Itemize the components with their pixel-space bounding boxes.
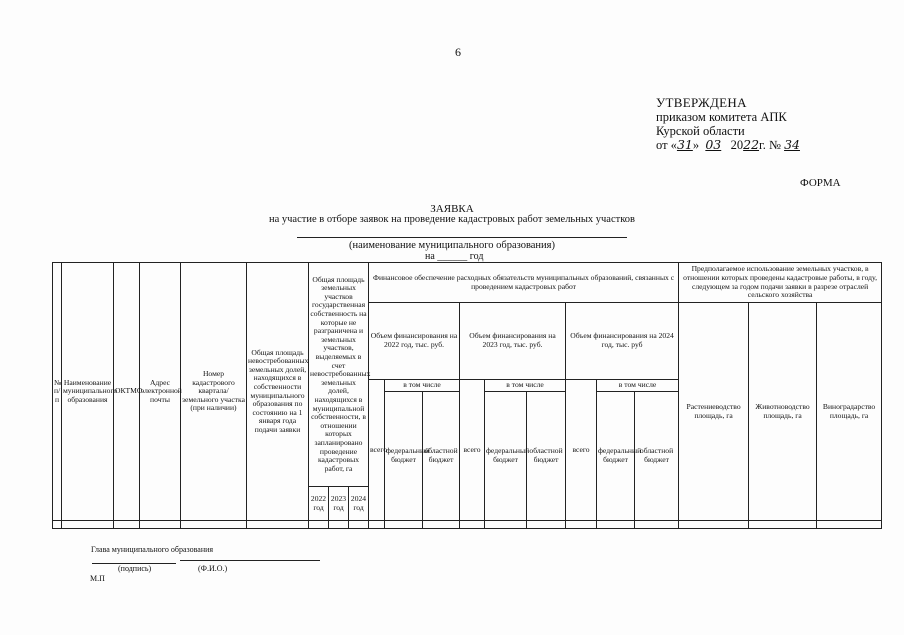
header-usage-crop: Растениеводство площадь, га bbox=[679, 303, 749, 521]
header-state-area: Общая площадь земельных участков государственная собственность на которые не разграничена и земельных участков, выделяемых в счет невостребованных земельных долей, находящихся в муниципальной собственности, в отношении которых запланировано проведение кадастровых работ, га bbox=[309, 263, 369, 487]
cell-usage-livestock[interactable] bbox=[749, 521, 817, 529]
date-prefix: от « bbox=[656, 138, 677, 152]
header-year-2024: 2024 год bbox=[349, 487, 369, 521]
municipality-placeholder: (наименование муниципального образования) bbox=[348, 240, 556, 251]
order-number: 34 bbox=[784, 137, 800, 152]
header-fin-2022: Объем финансирования на 2022 год, тыс. руб. bbox=[369, 303, 460, 380]
cell-federal-2023[interactable] bbox=[485, 521, 527, 529]
header-fin-2023: Объем финансирования на 2023 год, тыс. руб. bbox=[460, 303, 566, 380]
cell-total-2023[interactable] bbox=[460, 521, 485, 529]
application-table bbox=[52, 262, 882, 529]
document-title: ЗАЯВКА bbox=[430, 203, 474, 215]
cell-oktmo[interactable] bbox=[114, 521, 140, 529]
year-line: на ______ год bbox=[425, 251, 484, 262]
header-federal-2023: федеральный бюджет bbox=[485, 392, 527, 521]
cell-area-2022[interactable] bbox=[309, 521, 329, 529]
signature-caption: (подпись) bbox=[118, 564, 152, 573]
cell-federal-2024[interactable] bbox=[597, 521, 635, 529]
head-signature-line bbox=[180, 560, 320, 561]
header-regional-2023: областной бюджет bbox=[527, 392, 566, 521]
header-email: Адрес электронной почты bbox=[140, 263, 181, 521]
cell-regional-2022[interactable] bbox=[423, 521, 460, 529]
cell-regional-2024[interactable] bbox=[635, 521, 679, 529]
cell-area-2023[interactable] bbox=[329, 521, 349, 529]
header-including-2023: в том числе bbox=[485, 380, 566, 392]
approval-date-line bbox=[656, 138, 800, 152]
header-total-area: Общая площадь невостребованных земельных долей, находящихся в собственности муниципального образования по состоянию на 1 января года подачи заявки bbox=[247, 263, 309, 521]
header-total-2024: всего bbox=[566, 380, 597, 521]
cell-usage-crop[interactable] bbox=[679, 521, 749, 529]
header-cadastral: Номер кадастрового квартала/земельного участка (при наличии) bbox=[181, 263, 247, 521]
page-number: 6 bbox=[455, 45, 461, 59]
cell-num[interactable] bbox=[53, 521, 62, 529]
header-federal-2022: федеральный бюджет bbox=[385, 392, 423, 521]
header-regional-2024: областной бюджет bbox=[635, 392, 679, 521]
head-of-municipality-label: Глава муниципального образования bbox=[91, 545, 214, 554]
cell-federal-2022[interactable] bbox=[385, 521, 423, 529]
fio-caption: (Ф.И.О.) bbox=[198, 564, 228, 573]
stamp-place: М.П bbox=[90, 574, 105, 583]
cell-total-2024[interactable] bbox=[566, 521, 597, 529]
date-suffix: г. № bbox=[759, 138, 781, 152]
header-num: № п/п bbox=[53, 263, 62, 521]
header-usage-livestock: Животноводство площадь, га bbox=[749, 303, 817, 521]
cell-total-2022[interactable] bbox=[369, 521, 385, 529]
approval-title: УТВЕРЖДЕНА bbox=[656, 95, 747, 110]
header-municipality: Наименование муниципального образования bbox=[62, 263, 114, 521]
header-including-2024: в том числе bbox=[597, 380, 679, 392]
cell-cadastral[interactable] bbox=[181, 521, 247, 529]
header-oktmo: ОКТМО bbox=[114, 263, 140, 521]
header-usage: Предполагаемое использование земельных участков, в отношении которых проведены кадастровые работы, в году, следующем за годом подачи заявки в разрезе отраслей сельского хозяйства bbox=[679, 263, 882, 303]
header-usage-vine: Виноградарство площадь, га bbox=[817, 303, 882, 521]
form-label: ФОРМА bbox=[800, 177, 841, 189]
approval-block bbox=[656, 96, 800, 152]
header-total-2023: всего bbox=[460, 380, 485, 521]
date-year-prefix: 20 bbox=[730, 138, 744, 152]
header-fin-2024: Объем финансирования на 2024 год, тыс. руб bbox=[566, 303, 679, 380]
header-year-2022: 2022 год bbox=[309, 487, 329, 521]
date-year: 22 bbox=[743, 137, 760, 152]
approval-line-1: приказом комитета АПК bbox=[656, 110, 787, 124]
header-federal-2024: федеральный бюджет bbox=[597, 392, 635, 521]
municipality-fill-line bbox=[297, 237, 627, 238]
cell-total-area[interactable] bbox=[247, 521, 309, 529]
cell-usage-vine[interactable] bbox=[817, 521, 882, 529]
table-row bbox=[53, 521, 882, 529]
cell-municipality[interactable] bbox=[62, 521, 114, 529]
cell-regional-2023[interactable] bbox=[527, 521, 566, 529]
cell-email[interactable] bbox=[140, 521, 181, 529]
header-total-2022: всего bbox=[369, 380, 385, 521]
header-regional-2022: областной бюджет bbox=[423, 392, 460, 521]
approval-line-2: Курской области bbox=[656, 124, 745, 138]
header-including-2022: в том числе bbox=[385, 380, 460, 392]
date-month: 03 bbox=[705, 137, 722, 152]
document-subtitle: на участие в отборе заявок на проведение кадастровых работ земельных участков bbox=[269, 214, 635, 225]
date-day: 31 bbox=[676, 137, 693, 152]
cell-area-2024[interactable] bbox=[349, 521, 369, 529]
header-year-2023: 2023 год bbox=[329, 487, 349, 521]
date-sep: » bbox=[692, 138, 700, 152]
header-financing: Финансовое обеспечение расходных обязательств муниципальных образований, связанных с проведением кадастровых работ bbox=[369, 263, 679, 303]
